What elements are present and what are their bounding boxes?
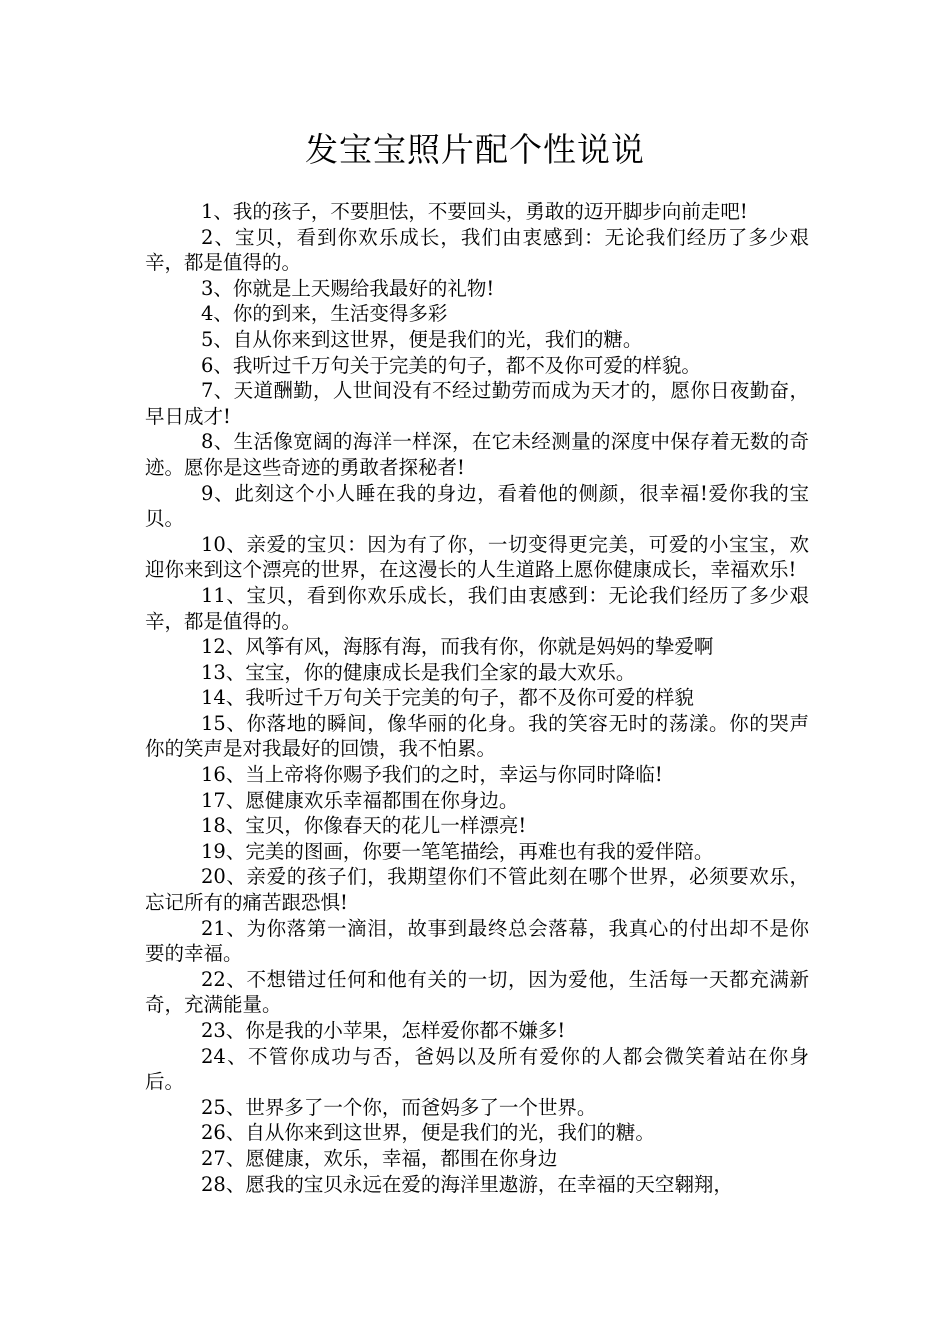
paragraph: 9、此刻这个小人睡在我的身边，看着他的侧颜，很幸福!爱你我的宝贝。	[145, 481, 809, 531]
paragraph: 5、自从你来到这世界，便是我们的光，我们的糖。	[201, 327, 643, 351]
paragraph: 27、愿健康，欢乐，幸福，都围在你身边	[201, 1146, 558, 1170]
paragraph: 19、完美的图画，你要一笔笔描绘，再难也有我的爱伴陪。	[201, 839, 714, 863]
paragraph: 4、你的到来，生活变得多彩	[201, 302, 448, 326]
paragraph: 6、我听过千万句关于完美的句子，都不及你可爱的样貌。	[201, 353, 701, 377]
paragraph: 22、不想错过任何和他有关的一切，因为爱他，生活每一天都充满新奇，充满能量。	[145, 967, 809, 1017]
paragraph: 1、我的孩子，不要胆怯，不要回头，勇敢的迈开脚步向前走吧!	[201, 200, 748, 223]
paragraph: 13、宝宝，你的健康成长是我们全家的最大欢乐。	[201, 660, 636, 684]
paragraph: 25、世界多了一个你，而爸妈多了一个世界。	[201, 1095, 597, 1119]
paragraph: 2、宝贝，看到你欢乐成长，我们由衷感到：无论我们经历了多少艰辛，都是值得的。	[145, 225, 809, 275]
paragraph: 15、你落地的瞬间，像华丽的化身。我的笑容无时的荡漾。你的哭声你的笑声是对我最好的回馈，我不怕累。	[145, 711, 809, 761]
paragraph: 23、你是我的小苹果，怎样爱你都不嫌多!	[201, 1019, 566, 1042]
paragraph: 11、宝贝，看到你欢乐成长，我们由衷感到：无论我们经历了多少艰辛，都是值得的。	[145, 583, 809, 633]
document-title: 发宝宝照片配个性说说	[305, 130, 645, 169]
paragraph: 24、不管你成功与否，爸妈以及所有爱你的人都会微笑着站在你身后。	[145, 1044, 809, 1094]
paragraph: 21、为你落第一滴泪，故事到最终总会落幕，我真心的付出却不是你要的幸福。	[145, 916, 809, 966]
paragraph: 20、亲爱的孩子们，我期望你们不管此刻在哪个世界，必须要欢乐，忘记所有的痛苦跟恐惧!	[145, 865, 809, 915]
paragraph: 26、自从你来到这世界，便是我们的光，我们的糖。	[201, 1121, 655, 1145]
paragraph: 14、我听过千万句关于完美的句子，都不及你可爱的样貌	[201, 686, 694, 710]
paragraph: 17、愿健康欢乐幸福都围在你身边。	[201, 788, 519, 812]
paragraph: 16、当上帝将你赐予我们的之时，幸运与你同时降临!	[201, 763, 663, 787]
paragraph: 3、你就是上天赐给我最好的礼物!	[201, 276, 495, 300]
paragraph: 10、亲爱的宝贝：因为有了你，一切变得更完美，可爱的小宝宝，欢迎你来到这个漂亮的世界，在这漫长的人生道路上愿你健康成长，幸福欢乐!	[145, 532, 809, 582]
paragraph: 8、生活像宽阔的海洋一样深，在它未经测量的深度中保存着无数的奇迹。愿你是这些奇迹的勇敢者探秘者!	[145, 430, 809, 479]
paragraph: 7、天道酬勤，人世间没有不经过勤劳而成为天才的，愿你日夜勤奋，早日成才!	[145, 379, 809, 428]
paragraph: 12、风筝有风，海豚有海，而我有你，你就是妈妈的挚爱啊	[201, 635, 714, 659]
paragraph: 28、愿我的宝贝永远在爱的海洋里遨游，在幸福的天空翱翔，	[201, 1172, 733, 1196]
paragraph: 18、宝贝，你像春天的花儿一样漂亮!	[201, 814, 527, 838]
document-body	[145, 199, 809, 1197]
